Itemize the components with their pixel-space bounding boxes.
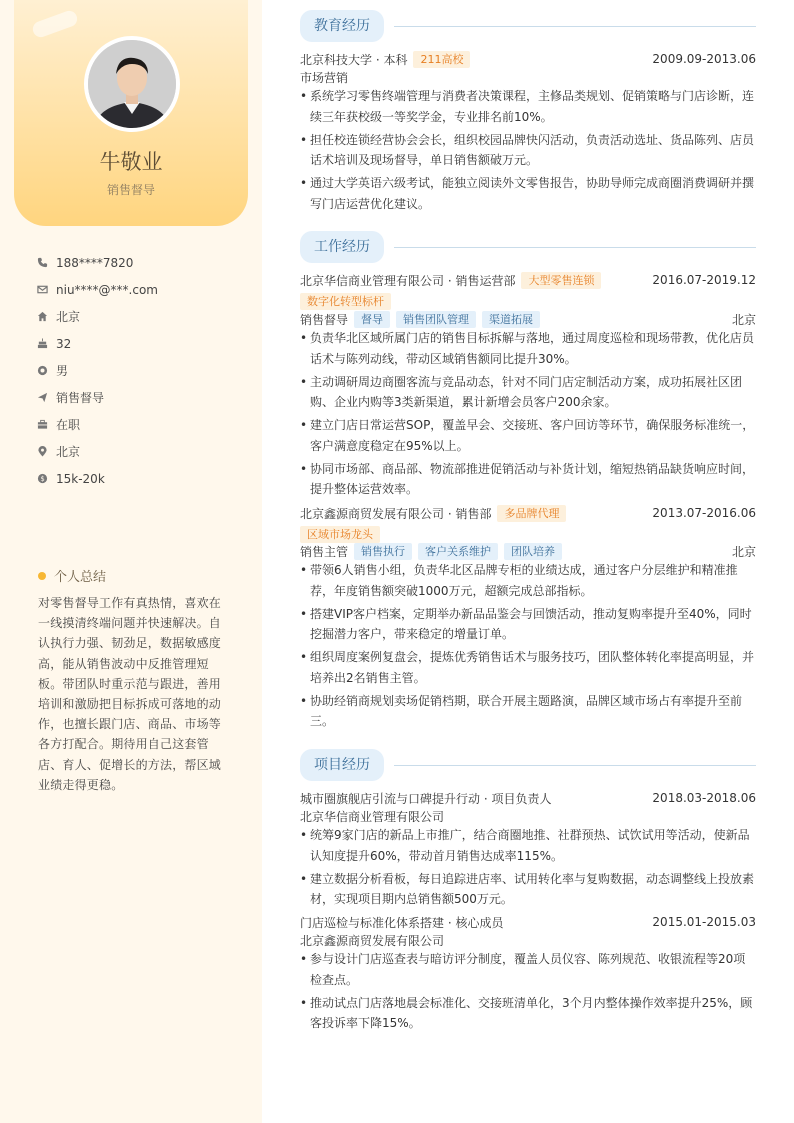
sidebar: [0, 0, 262, 1123]
project-company-row: [300, 931, 756, 949]
company-tag: 数字化转型标杆: [300, 293, 391, 310]
intent-text: 销售督导: [56, 391, 105, 405]
company-tag: 大型零售连锁: [521, 272, 601, 289]
list-item: • 通过大学英语六级考试，能独立阅读外文零售报告，协助导师完成商圈消费调研并撰写门店运营优化建议。: [300, 173, 756, 214]
gender-icon: [36, 365, 48, 377]
job-date: 2016.07-2019.12: [652, 273, 756, 287]
list-item: • 建立数据分析看板，每日追踪进店率、试用转化率与复购数据，动态调整线上投放素材，实现项目期内总销售额500万元。: [300, 869, 756, 910]
job-tag-row: [300, 525, 756, 543]
job-bullets: [300, 328, 756, 502]
company-name: 北京华信商业管理有限公司 · 销售运营部: [300, 273, 516, 288]
project-header: [300, 913, 756, 931]
position-text: 销售主管: [300, 544, 349, 559]
status-text: 在职: [56, 418, 81, 432]
bullet-dot-icon: [38, 572, 46, 580]
project-date: 2018.03-2018.06: [652, 791, 756, 805]
home-text: 北京: [56, 310, 81, 324]
list-item: • 协同市场部、商品部、物流部推进促销活动与补货计划，缩短热销品缺货响应时间，提升整体运营效率。: [300, 459, 756, 500]
email-text: niu****@***.com: [56, 282, 158, 297]
skill-tag: 客户关系维护: [418, 543, 498, 560]
list-item: • 统筹9家门店的新品上市推广，结合商圈地推、社群预热、试饮试用等活动，使新品认知度提升60%，带动首月销售达成率115%。: [300, 825, 756, 866]
divider: [394, 247, 756, 248]
project-company: 北京鑫源商贸发展有限公司: [300, 933, 445, 948]
project-date: 2015.01-2015.03: [652, 915, 756, 929]
project-name: 门店巡检与标准化体系搭建 · 核心成员: [300, 915, 504, 930]
work-header: [300, 231, 756, 263]
projects-header: [300, 749, 756, 781]
major-row: [300, 68, 756, 86]
section-title: 工作经历: [300, 231, 384, 263]
briefcase-icon: [36, 419, 48, 431]
contact-gender: [36, 357, 246, 384]
job-position-row: [300, 542, 756, 560]
cake-icon: [36, 338, 48, 350]
phone-icon: [36, 257, 48, 269]
contact-city: [36, 438, 246, 465]
skill-tag: 督导: [354, 311, 390, 328]
contact-status: [36, 411, 246, 438]
major-text: 市场营销: [300, 70, 349, 85]
list-item: • 推动试点门店落地晨会标准化、交接班清单化，3个月内整体操作效率提升25%，顾客投诉率下降15%。: [300, 993, 756, 1034]
company-tag: 区域市场龙头: [300, 526, 380, 543]
location-icon: [36, 446, 48, 458]
summary-title-text: 个人总结: [54, 570, 107, 585]
job-header: [300, 504, 756, 522]
project-company-row: [300, 807, 756, 825]
skill-tag: 销售执行: [354, 543, 412, 560]
section-title: 教育经历: [300, 10, 384, 42]
school-name: 北京科技大学 · 本科: [300, 52, 408, 67]
list-item: • 建立门店日常运营SOP，覆盖早会、交接班、客户回访等环节，确保服务标准统一，客户满意度稳定在95%以上。: [300, 415, 756, 456]
contact-age: [36, 330, 246, 357]
contact-list: [36, 249, 246, 492]
candidate-title: 销售督导: [106, 183, 155, 197]
position-text: 销售督导: [300, 312, 349, 327]
skill-tag: 销售团队管理: [396, 311, 476, 328]
age-text: 32: [56, 336, 72, 351]
list-item: • 搭建VIP客户档案，定期举办新品品鉴会与回馈活动，推动复购率提升至40%，同时挖掘潜力客户，带来稳定的增量订单。: [300, 604, 756, 645]
list-item: • 系统学习零售终端管理与消费者决策课程，主修品类规划、促销策略与门店诊断，连续三年获校级一等奖学金，专业排名前10%。: [300, 86, 756, 127]
salary-icon: [36, 473, 48, 485]
list-item: • 带领6人销售小组，负责华北区品牌专柜的业绩达成，通过客户分层维护和精准推荐，年度销售额突破1000万元，超额完成总部指标。: [300, 560, 756, 601]
school-tag: 211高校: [413, 51, 470, 68]
home-icon: [36, 311, 48, 323]
divider: [394, 26, 756, 27]
summary-heading: [38, 566, 106, 585]
job-date: 2013.07-2016.06: [652, 506, 756, 520]
list-item: • 协助经销商规划卖场促销档期，联合开展主题路演，品牌区域市场占有率提升至前三。: [300, 691, 756, 732]
svg-text:$: $: [39, 475, 45, 484]
contact-phone: [36, 249, 246, 276]
contact-intent: [36, 384, 246, 411]
skill-tag: 渠道拓展: [482, 311, 540, 328]
list-item: • 参与设计门店巡查表与暗访评分制度，覆盖人员仪容、陈列规范、收银流程等20项检查点。: [300, 949, 756, 990]
job-header: [300, 271, 756, 289]
city-text: 北京: [56, 445, 81, 459]
divider: [394, 765, 756, 766]
education-header: [300, 10, 756, 42]
company-tag: 多品牌代理: [497, 505, 566, 522]
job-bullets: [300, 560, 756, 734]
project-name: 城市圈旗舰店引流与口碑提升行动 · 项目负责人: [300, 791, 552, 806]
gender-text: 男: [56, 364, 69, 378]
job-city: 北京: [731, 312, 756, 327]
send-icon: [36, 392, 48, 404]
section-title: 项目经历: [300, 749, 384, 781]
job-tag-row: [300, 292, 756, 310]
job-position-row: [300, 310, 756, 328]
education-bullets: [300, 86, 756, 217]
contact-email: [36, 276, 246, 303]
salary-text: 15k-20k: [56, 471, 105, 486]
company-name: 北京鑫源商贸发展有限公司 · 销售部: [300, 506, 492, 521]
education-date: 2009.09-2013.06: [652, 52, 756, 66]
job-city: 北京: [731, 544, 756, 559]
candidate-name: 牛敬业: [99, 150, 163, 174]
list-item: • 担任校连锁经营协会会长，组织校园品牌快闪活动，负责活动选址、货品陈列、店员话术培训及现场督导，单日销售额破万元。: [300, 130, 756, 171]
phone-text: 188****7820: [56, 255, 134, 270]
list-item: • 组织周度案例复盘会，提炼优秀销售话术与服务技巧，团队整体转化率提高明显，并培养出2名销售主管。: [300, 647, 756, 688]
contact-home: [36, 303, 246, 330]
project-bullets: [300, 949, 756, 1036]
list-item: • 主动调研周边商圈客流与竞品动态，针对不同门店定制活动方案，成功拓展社区团购、企业内购等3类新渠道，累计新增会员客户200余家。: [300, 372, 756, 413]
education-row: [300, 50, 756, 68]
contact-salary: [36, 465, 246, 492]
project-company: 北京华信商业管理有限公司: [300, 809, 445, 824]
summary-text: 对零售督导工作有真热情，喜欢在一线摸清终端问题并快速解决。自认执行力强、韧劲足，数据敏感度高，能从销售波动中反推管理短板。带团队时重示范与跟进，善用培训和激励把目标拆成可落地的动作，也擅长跟门店、商品、市场等各方打配合。期待用自己这套管店、育人、促增长的方法，帮区域业绩走得更稳。: [38, 596, 222, 792]
project-header: [300, 789, 756, 807]
list-item: • 负责华北区域所属门店的销售目标拆解与落地，通过周度巡检和现场带教，优化店员话术与陈列动线，带动区域销售额同比提升30%。: [300, 328, 756, 369]
email-icon: [36, 284, 48, 296]
skill-tag: 团队培养: [504, 543, 562, 560]
avatar: [84, 36, 180, 132]
project-bullets: [300, 825, 756, 912]
